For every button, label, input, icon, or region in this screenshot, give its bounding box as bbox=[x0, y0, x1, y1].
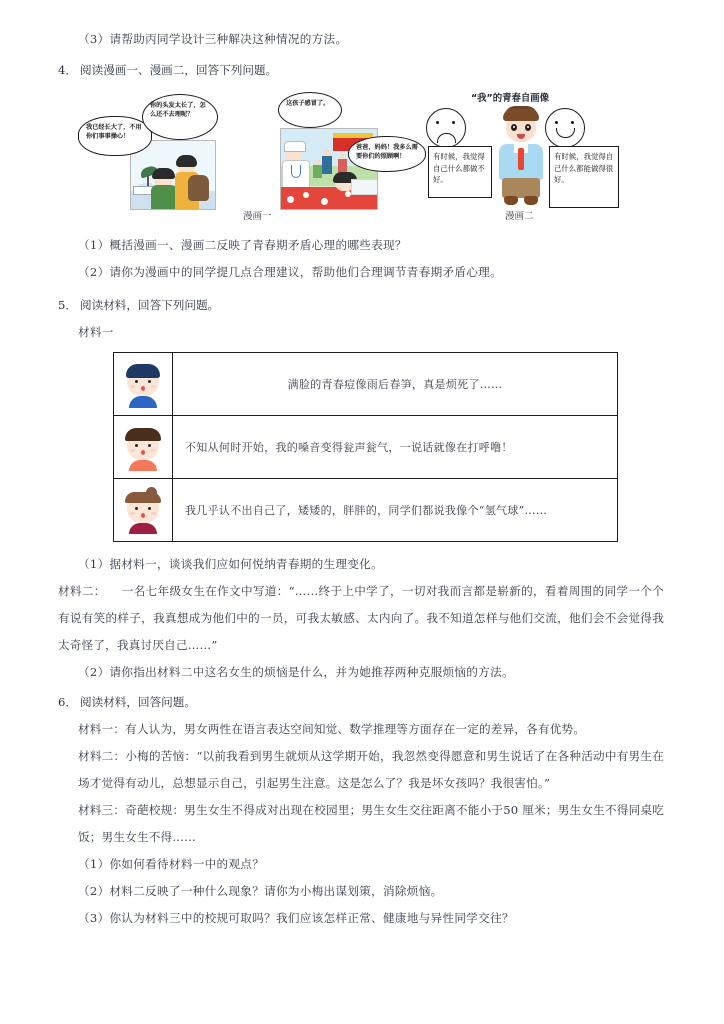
comic2-right-statement-box: 有时候，我觉得自己什么都能做得很好。 bbox=[549, 146, 619, 208]
comic1-panel-a-image bbox=[130, 140, 216, 210]
comic2-left-statement-box: 有时候，我觉得自己什么都做不好。 bbox=[428, 146, 492, 198]
question-5-stem: 阅读材料，回答下列问题。 bbox=[80, 298, 220, 312]
question-4 bbox=[58, 57, 664, 84]
material-2-label: 材料二： bbox=[58, 584, 106, 598]
comic1-caption: 漫画一 bbox=[243, 211, 272, 222]
question-6-sub-3: （3）你认为材料三中的校规可取吗？我们应该怎样正常、健康地与异性同学交往？ bbox=[78, 911, 514, 925]
comic1-bubble-doctor: 这孩子感冒了。 bbox=[278, 92, 342, 128]
question-5 bbox=[58, 292, 664, 319]
question-6-stem: 阅读材料，回答问题。 bbox=[80, 695, 196, 709]
comic2-title: “我”的青春自画像 bbox=[471, 93, 549, 104]
avatar-boy-blue bbox=[122, 361, 164, 407]
comic1-bubble-child-sick: 爸爸，妈妈！我多么需要你们的照顾啊！ bbox=[348, 136, 426, 172]
material-1-table bbox=[113, 352, 618, 542]
question-5-sub-1: （1）据材料一，谈谈我们应如何悦纳青春期的生理变化。 bbox=[78, 557, 384, 571]
question-5-number: 5． bbox=[58, 298, 77, 312]
question-6-sub-1: （1）你如何看待材料一中的观点？ bbox=[78, 857, 265, 871]
comic2-sad-face-icon bbox=[426, 108, 466, 148]
comic2-boy-figure bbox=[490, 102, 552, 208]
avatar-cell bbox=[114, 353, 173, 416]
comic1-bubble-mother: 你的头发太长了，怎么还不去理呢？ bbox=[142, 94, 218, 140]
comics-figure bbox=[58, 88, 664, 220]
question-6-material-1: 材料一：有人认为，男女两性在语言表达空间知觉、数学推理等方面存在一定的差异，各有优势。 bbox=[78, 722, 586, 736]
question-4-sub-2: （2）请你为漫画中的同学提几点合理建议，帮助他们合理调节青春期矛盾心理。 bbox=[78, 265, 502, 279]
question-4-stem: 阅读漫画一、漫画二，回答下列问题。 bbox=[80, 63, 278, 77]
material-2-text: 一名七年级女生在作文中写道：“……终于上中学了，一切对我而言都是崭新的，看着周围的同学一个个有说有笑的样子，我真想成为他们中的一员，可我太敏感、太内向了。我不知道怎样与他们交流，他们会不会觉得我太奇怪了，我真讨厌自己……” bbox=[58, 584, 664, 652]
material-1-label: 材料一 bbox=[78, 325, 114, 339]
material-1-row-2-text: 不知从何时开始，我的嗓音变得瓮声瓮气，一说话就像在打呼噜！ bbox=[173, 416, 618, 479]
material-1-row-3-text: 我几乎认不出自己了，矮矮的，胖胖的，同学们都说我像个“氢气球”…… bbox=[173, 479, 618, 542]
question-6-sub-2: （2）材料二反映了一种什么现象？请你为小梅出谋划策，消除烦恼。 bbox=[78, 884, 443, 898]
material-2-paragraph bbox=[58, 578, 664, 659]
avatar-cell bbox=[114, 416, 173, 479]
question-4-number: 4． bbox=[58, 63, 77, 77]
question-6 bbox=[58, 689, 664, 716]
avatar-boy-orange bbox=[122, 424, 164, 470]
question-6-number: 6． bbox=[58, 695, 77, 709]
comic2-caption: 漫画二 bbox=[505, 211, 534, 222]
comic1-bubble-child-left: 我已经长大了，不用你们事事操心！ bbox=[78, 116, 152, 156]
table-row bbox=[114, 353, 618, 416]
avatar-cell bbox=[114, 479, 173, 542]
question-5-sub-2: （2）请你指出材料二中这名女生的烦恼是什么，并为她推荐两种克服烦恼的方法。 bbox=[78, 665, 514, 679]
avatar-girl-red bbox=[122, 487, 164, 533]
table-row bbox=[114, 479, 618, 542]
question-6-material-2: 材料二：小梅的苦恼：“以前我看到男生就烦从这学期开始，我忽然变得愿意和男生说话了在各种活动中有男生在场才觉得有动儿，总想显示自己，引起男生注意。这是怎么了？我是坏女孩吗？我很害怕。” bbox=[78, 749, 664, 790]
question-3-part-3: （3）请帮助丙同学设计三种解决这种情况的方法。 bbox=[78, 32, 348, 46]
question-6-material-3: 材料三：奇葩校规：男生女生不得成对出现在校园里；男生女生交往距离不能小于50 厘米；男生女生不得同桌吃饭；男生女生不得…… bbox=[78, 803, 664, 844]
table-row bbox=[114, 416, 618, 479]
material-1-row-1-text: 满脸的青春痘像雨后春笋，真是烦死了…… bbox=[173, 353, 618, 416]
question-4-sub-1: （1）概括漫画一、漫画二反映了青春期矛盾心理的哪些表现？ bbox=[78, 238, 407, 252]
